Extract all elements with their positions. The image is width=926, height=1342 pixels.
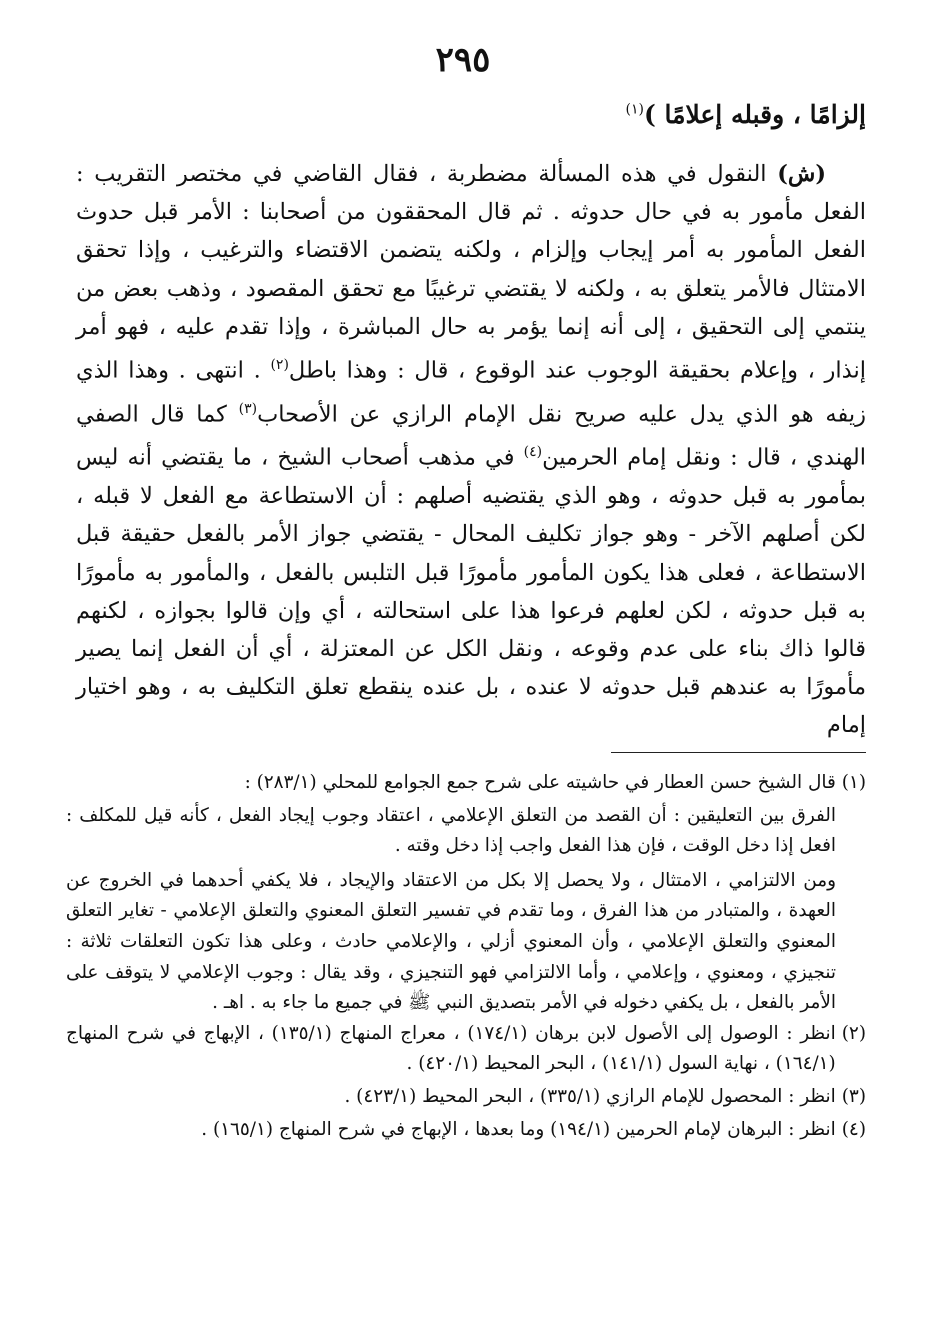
footnote-4 xyxy=(66,1115,866,1146)
footnote-1-paragraph-2: ومن الالتزامي ، الامتثال ، ولا يحصل إلا بكل من الاعتقاد والإيجاد ، فلا يكفي أحدهما في الخروج عن العهدة ، والمتبادر من هذا الفرق ، وما تقدم في تفسير التعلق المعنوي والتعلق الإعلامي - تغاير التعلق المعنوي والتعلق الإعلامي ، وأن المعنوي أزلي ، والإعلامي حادث ، وعلى هذا تكون التعلقات ثلاثة : تنجيزي ، ومعنوي ، وإعلامي ، وأما الالتزامي فهو التنجيزي ، وقد يقال : وجوب الإعلامي لا يتوقف على الأمر بالفعل ، بل يكفي دخوله في الأمر بتصديق النبي ﷺ في جميع ما جاء به . اهـ . xyxy=(66,869,836,1014)
footnote-text: انظر : الوصول إلى الأصول لابن برهان (١٧٤/١) ، معراج المنهاج (١٣٥/١) ، الإبهاج في شرح المنهاج (١٦٤/١) ، نهاية السول (١٤١/١) ، البحر المحيط (٤٢٠/١) . xyxy=(66,1022,836,1075)
footnote-1 xyxy=(66,768,866,799)
footnote-3 xyxy=(66,1082,866,1113)
text-segment-4: في مذهب أصحاب الشيخ ، ما يقتضي أنه ليس بمأمور به قبل حدوثه ، وهو الذي يقتضيه أصلهم : أن الاستطاعة مع الفعل لا قبله ، لكن أصلهم الآخر - وهو جواز تكليف المحال - يقتضي جواز الأمر بالفعل حقيقة قبل الاستطاعة ، فعلى هذا يكون المأمور مأمورًا قبل التلبس بالفعل ، والمأمور به مأمورًا به قبل حدوثه ، لكن لعلهم فرعوا هذا على استحالته ، أي وإن قالوا بجوازه ، لكنهم قالوا ذاك بناء على عدم وقوعه ، ونقل الكل عن المعتزلة ، أي أن الفعل إنما يصير مأمورًا به عندهم قبل حدوثه لا عنده ، بل عنده ينقطع تعلق التكليف به ، وهو اختيار إمام xyxy=(76,444,866,739)
main-text xyxy=(76,155,866,745)
footnote-ref-3: (٣) xyxy=(238,400,258,417)
footnote-2 xyxy=(66,1019,866,1080)
commentary-marker: (ش) xyxy=(777,161,826,187)
page-number: ٢٩٥ xyxy=(435,40,491,80)
main-paragraph xyxy=(76,155,866,745)
footnote-number: (٣) xyxy=(841,1085,866,1107)
footnote-ref-4: (٤) xyxy=(523,444,543,461)
footnote-1-paragraph-1: الفرق بين التعليقين : أن القصد من التعلق الإعلامي ، اعتقاد وجوب إيجاد الفعل ، كأنه قيل للمكلف : افعل إذا دخل الوقت ، فإن هذا الفعل واجب إذا دخل وقته . xyxy=(66,804,836,857)
footnote-number: (٢) xyxy=(841,1022,866,1044)
footnote-text: انظر : البرهان لإمام الحرمين (١٩٤/١) وما بعدها ، الإبهاج في شرح المنهاج (١٦٥/١) . xyxy=(201,1118,836,1140)
footnote-divider xyxy=(611,752,866,753)
heading-note-ref: (١) xyxy=(625,101,644,118)
footnote-number: (١) xyxy=(841,772,866,793)
footnote-ref-2: (٢) xyxy=(270,357,289,374)
footnote-number: (٤) xyxy=(841,1118,866,1140)
text-segment-1: النقول في هذه المسألة مضطربة ، فقال القاضي في مختصر التقريب : الفعل مأمور به في حال حدوثه . ثم قال المحققون من أصحابنا : الأمر قبل حدوث الفعل المأمور به أمر إيجاب وإلزام ، ولكنه يتضمن الاقتضاء والترغيب ، وإذا تحقق الامتثال فالأمر يتعلق به ، ولكنه لا يقتضي ترغيبًا مع تحقق المقصود ، وذهب بعض من ينتمي إلى التحقيق ، إلى أنه إنما يؤمر به حال المباشرة ، وإذا تقدم عليه ، فهو أمر إنذار ، وإعلام بحقيقة الوجوب عند الوقوع ، قال : وهذا باطل xyxy=(76,161,866,384)
footnote-text: انظر : المحصول للإمام الرازي (٣٣٥/١) ، البحر المحيط (٤٢٣/١) . xyxy=(344,1085,836,1107)
heading-text: إلزامًا ، وقبله إعلامًا ) xyxy=(643,100,866,129)
footnote-text: قال الشيخ حسن العطار في حاشيته على شرح جمع الجوامع للمحلي (٢٨٣/١) : xyxy=(244,772,836,793)
text-segment-3: كما قال الصفي الهندي ، قال : ونقل إمام الحرمين xyxy=(76,401,866,471)
section-heading xyxy=(66,100,866,129)
footnotes xyxy=(66,768,866,1147)
text-segment-2: . انتهى . وهذا الذي زيفه هو الذي يدل عليه صريح نقل الإمام الرازي عن الأصحاب xyxy=(76,357,866,428)
